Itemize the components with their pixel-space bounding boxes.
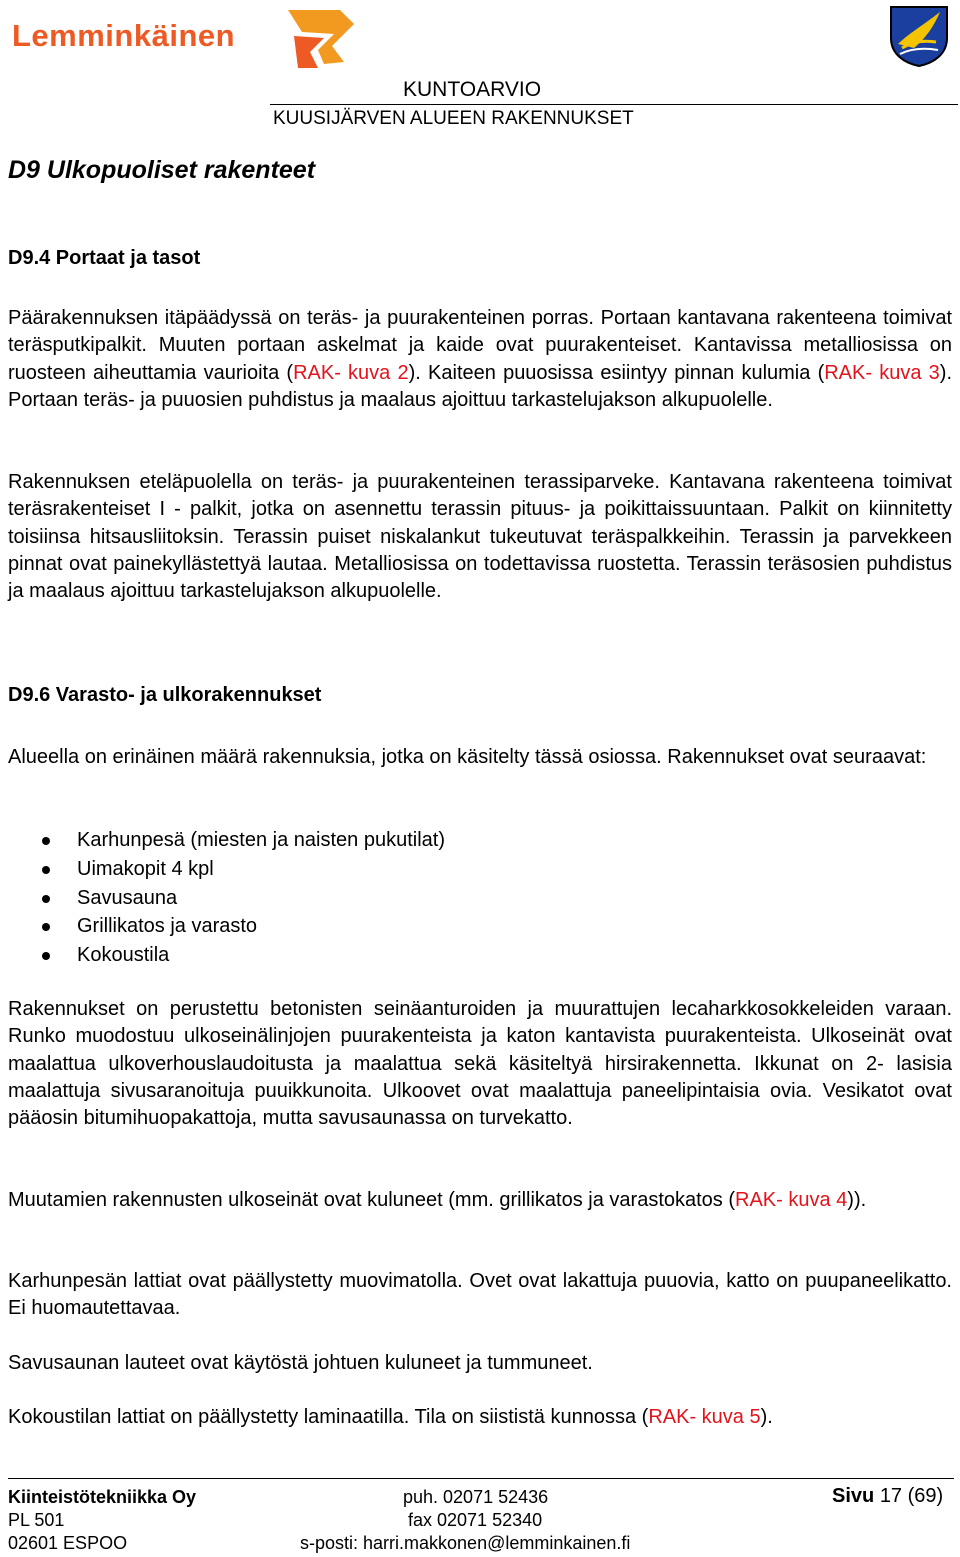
photo-reference-link[interactable]: RAK- kuva 3 [824,361,940,384]
paragraph-text: ). Portaan teräs- ja puuosien puhdistus ja maalaus ajoittuu tarkastelujakson alkupuolelle. [8,361,952,411]
page-label: Sivu [832,1485,875,1507]
paragraph-terrace: Rakennuksen eteläpuolella on teräs- ja puurakenteinen terassiparveke. Kantavana rakenteena toimivat teräsrakenteiset I - palkit, jotka on asennettu terassin pituus- ja poikittaissuuntaan. Palkit on kiinnitetty toisiinsa hitsausliitoksin. Terassin puiset niskalankut tukeutuvat teräspalkkeihin. Terassin ja parvekkeen pinnat ovat painekyllästettyä lautaa. Metalliosissa on todettavissa ruostetta. Terassin teräsosien puhdistus ja maalaus ajoittuu tarkastelujakson alkupuolelle. [8,471,952,603]
paragraph-text: Päärakennuksen itäpäädyssä on teräs- ja puurakenteinen porras. Portaan kantavana rakenteena toimivat teräsputkipalkit. Muuten portaan askelmat ja kaide ovat puurakenteiset. Kantavissa metalliosissa on ruosteen aiheuttamia vaurioita ( [8,307,952,384]
heading-d9-4: D9.4 Portaat ja tasot [8,247,201,269]
bullet-icon [42,952,50,960]
footer-city: 02601 ESPOO [8,1533,128,1553]
list-item-text: Uimakopit 4 kpl [77,857,214,880]
list-item [40,884,445,913]
list-item [40,912,445,941]
header-rule [270,104,958,105]
bullet-icon [42,866,50,874]
heading-d9-6: D9.6 Varasto- ja ulkorakennukset [8,684,322,706]
photo-reference-link[interactable]: RAK- kuva 5 [648,1406,761,1428]
list-item-text: Karhunpesä (miesten ja naisten pukutilat) [77,829,445,851]
photo-reference-link[interactable]: RAK- kuva 4 [735,1189,848,1211]
paragraph-karhunpesa: Karhunpesän lattiat ovat päällystetty muovimatolla. Ovet ovat lakattuja puuovia, katto on puupaneelikatto. Ei huomautettavaa. [8,1270,952,1320]
paragraph-text: ). Kaiteen puuosissa esiintyy pinnan kulumia ( [408,361,825,384]
paragraph-text: ). [760,1406,773,1428]
footer-rule [8,1478,954,1479]
footer-email[interactable]: s-posti: harri.makkonen@lemminkainen.fi [300,1533,631,1553]
section-title: D9 Ulkopuoliset rakenteet [8,156,316,184]
paragraph-worn-walls [8,1187,952,1214]
paragraph-savusauna: Savusaunan lauteet ovat käytöstä johtuen kuluneet ja tummuneet. [8,1352,593,1374]
paragraph-kokoustila [8,1404,952,1431]
footer-company: Kiinteistötekniikka Oy [8,1487,197,1507]
paragraph-text: )). [847,1189,867,1211]
list-item-text: Grillikatos ja varasto [77,915,258,938]
footer-pobox: PL 501 [8,1510,65,1530]
list-item-text: Savusauna [77,886,178,909]
paragraph-structure: Rakennukset on perustettu betonisten seinäanturoiden ja muurattujen lecaharkkosokkeleiden varaan. Runko muodostuu ulkoseinälinjojen puurakenteista ja katon kantavista puurakenteista. Ulkoseinät ovat maalattua ulkoverhouslaudoitusta ja maalattua sekä käsiteltyä hirsirakennetta. Ikkunat on 2- lasisia maalattuja sivusaranoituja puuikkunoita. Ulkoovet ovat maalattuja paneelipintaisia ovia. Vesikatot ovat pääosin bitumihuopakattoja, mutta savusaunassa on turvekatto. [8,998,952,1130]
photo-reference-link[interactable]: RAK- kuva 2 [293,361,409,384]
bullet-icon [42,837,50,845]
paragraph-intro: Alueella on erinäinen määrä rakennuksia, jotka on käsitelty tässä osiossa. Rakennukset ovat seuraavat: [8,746,927,768]
company-logo [8,6,358,72]
page-count: 17 (69) [879,1485,944,1507]
paragraph-text: Kokoustilan lattiat on päällystetty laminaatilla. Tila on siististä kunnossa ( [8,1406,649,1428]
list-item [40,826,445,855]
bullet-icon [42,923,50,931]
building-list [40,826,445,970]
footer-fax: fax 02071 52340 [408,1510,543,1530]
page-number [832,1485,943,1508]
footer-phone: puh. 02071 52436 [403,1487,549,1507]
coat-of-arms-icon [888,4,950,68]
logo-wordmark: Lemminkäinen [12,18,236,53]
paragraph-stairs [8,305,952,414]
paragraph-text: Muutamien rakennusten ulkoseinät ovat kuluneet (mm. grillikatos ja varastokatos ( [8,1189,736,1211]
list-item-text: Kokoustila [77,944,170,967]
list-item [40,941,445,970]
document-title: KUNTOARVIO [403,78,542,101]
document-subtitle: KUUSIJÄRVEN ALUEEN RAKENNUKSET [273,108,634,129]
logo-arrow-icon [284,6,360,70]
bullet-icon [42,895,50,903]
list-item [40,855,445,884]
